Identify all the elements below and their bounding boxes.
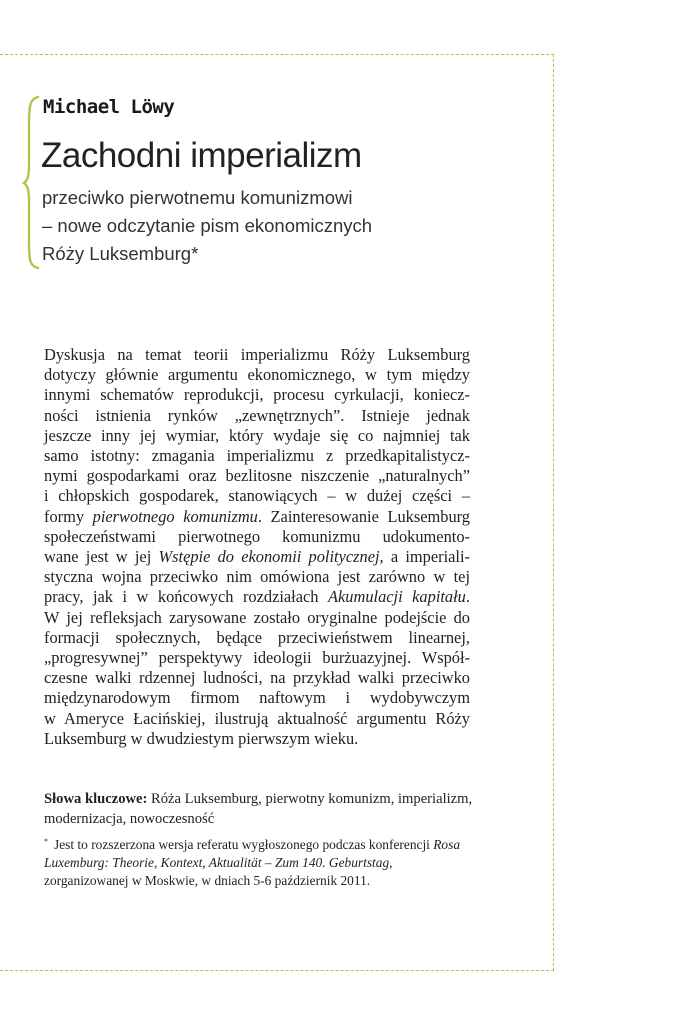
footnote-italic-title: Rosa Luxemburg: Theorie, Kontext, Aktualität – Zum 140. Geburtstag: [44, 837, 461, 870]
abstract-line: „progresywnej” perspektywy ideologii burżuazyjnej. Współ-: [44, 648, 470, 668]
abstract-line: formacji społecznych, będące przeciwieństwem linearnej,: [44, 627, 470, 647]
abstract-line: Dyskusja na temat teorii imperializmu Róży Luksemburg: [44, 345, 470, 364]
abstract-line: samo istotny: zmagania imperializmu z przedkapitalistycz-: [44, 446, 470, 466]
article-subtitle: [42, 184, 372, 268]
subtitle-line: – nowe odczytanie pism ekonomicznych: [42, 215, 373, 236]
keywords-label: Słowa kluczowe:: [44, 791, 148, 807]
footnote: [44, 833, 474, 890]
abstract-line: w Ameryce Łacińskiej, ilustrują aktualność argumentu Róży: [44, 708, 470, 728]
abstract-line: czesne walki rdzennej ludności, na przykład walki przeciwko: [44, 668, 470, 688]
curly-brace-ornament: [22, 95, 40, 270]
text-run: , a imperiali-: [379, 547, 470, 567]
abstract-line: międzynarodowym firmom naftowym i wydobywczym: [44, 688, 470, 708]
abstract-line: innymi schematów reprodukcji, procesu cyrkulacji, koniecz-: [44, 385, 470, 405]
text-run: . Zainteresowanie Luksemburg: [257, 506, 470, 526]
abstract-line: społeczeństwami pierwotnego komunizmu udokumento-: [44, 526, 470, 546]
abstract-line: [44, 547, 470, 567]
text-run: wane jest w jej: [44, 547, 159, 567]
footnote-text: Jest to rozszerzona wersja referatu wygłoszonego podczas konferencji: [54, 837, 434, 852]
abstract-line: [44, 507, 470, 527]
italic-phrase: Akumulacji kapitału: [328, 587, 466, 607]
abstract-line: ności istnienia rynków „zewnętrznych”. Istnieje jednak: [44, 405, 470, 425]
abstract-line: nymi gospodarkami oraz bezlitosne niszczenie „naturalnych”: [44, 466, 470, 486]
text-run: formy: [44, 506, 93, 526]
footnote-text: , zorganizowanej w Moskwie, w dniach 5-6 październik 2011.: [44, 855, 393, 888]
abstract-line: dotyczy głównie argumentu ekonomicznego, w tym między: [44, 365, 470, 385]
italic-phrase: Wstępie do ekonomii politycznej: [158, 547, 380, 567]
abstract-line: Luksemburg w dwudziestym pierwszym wieku.: [44, 728, 359, 748]
abstract-line: styczna wojna przeciwko nim omówiona jest zarówno w tej: [44, 567, 470, 587]
keywords: [44, 789, 474, 829]
abstract-line: W jej refleksjach zarysowane zostało oryginalne podejście do: [44, 607, 470, 627]
subtitle-line: Róży Luksemburg*: [42, 243, 199, 264]
text-run: .: [465, 587, 470, 607]
text-run: pracy, jak i w końcowych rozdziałach: [44, 587, 328, 607]
article-title: Zachodni imperializm: [41, 136, 362, 175]
abstract-line: jeszcze inny jej wymiar, który wydaje się co najmniej tak: [44, 425, 470, 445]
footnote-mark: *: [44, 837, 48, 846]
abstract-paragraph: [44, 345, 470, 749]
italic-phrase: pierwotnego komunizmu: [92, 506, 258, 526]
abstract-line: [44, 587, 470, 607]
keywords-text: Róża Luksemburg, pierwotny komunizm, imperializm, modernizacja, nowoczesność: [44, 791, 473, 827]
abstract-line: i chłopskich gospodarek, stanowiących – w dużej części –: [44, 486, 470, 506]
subtitle-line: przeciwko pierwotnemu komunizmowi: [42, 187, 353, 208]
author-name: Michael Löwy: [43, 96, 175, 118]
